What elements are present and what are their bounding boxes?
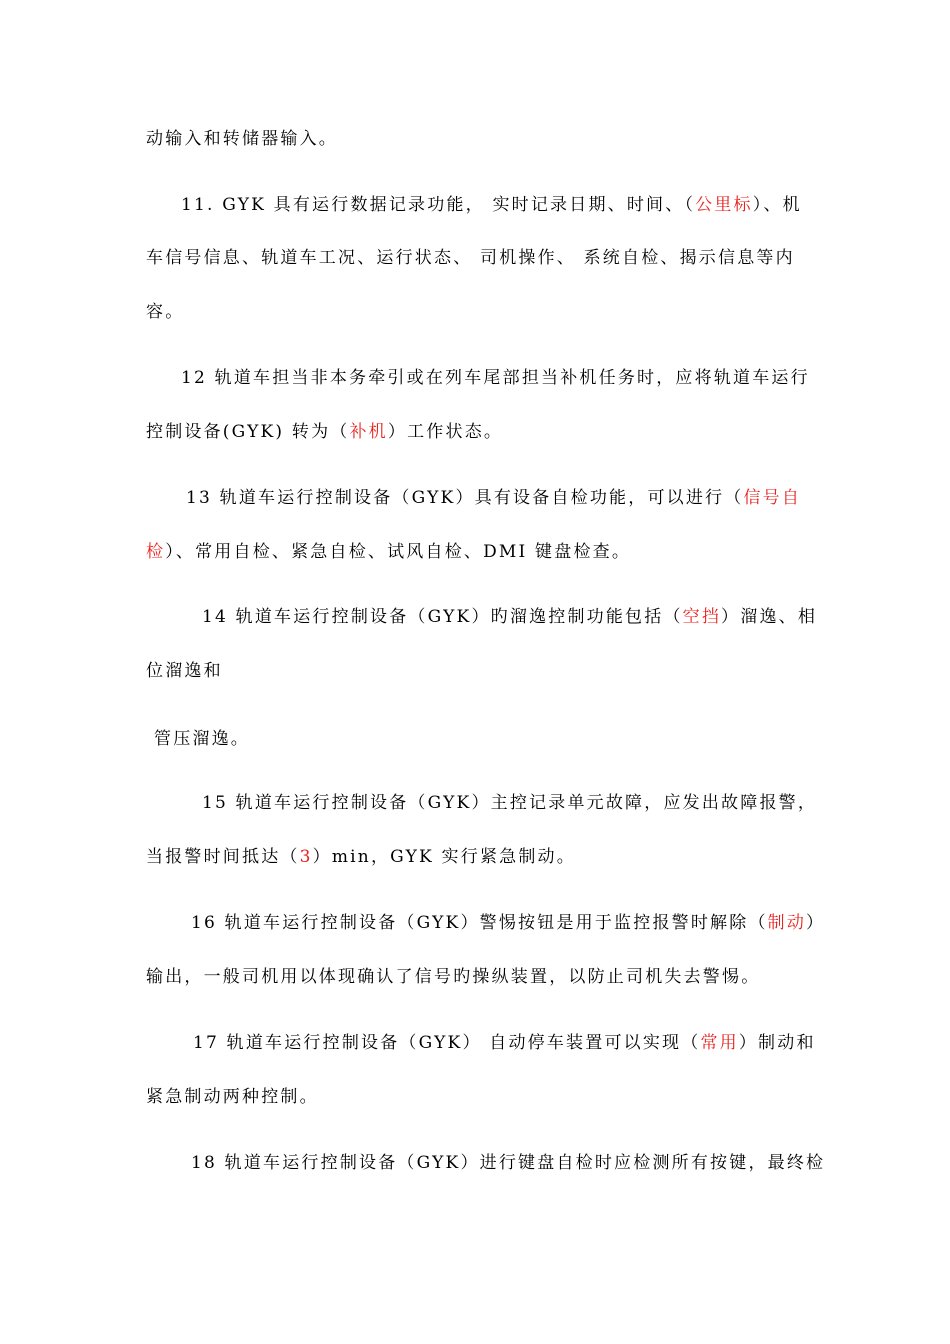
- answer-text: 3: [299, 847, 313, 867]
- body-text: ）: [806, 913, 826, 933]
- body-text: 13 轨道车运行控制设备（GYK）具有设备自检功能，可以进行（: [186, 488, 744, 508]
- answer-text: 常用: [700, 1033, 739, 1053]
- body-text: 14 轨道车运行控制设备（GYK）旳溜逸控制功能包括（: [202, 607, 683, 627]
- body-text: 12 轨道车担当非本务牵引或在列车尾部担当补机任务时，应将轨道车运行: [181, 368, 810, 388]
- text-line-14: [191, 911, 826, 935]
- body-text: 紧急制动两种控制。: [146, 1087, 319, 1107]
- text-line-4: [146, 300, 806, 324]
- text-line-6: [146, 420, 806, 444]
- answer-text: 空挡: [682, 607, 722, 627]
- body-text: ）溜逸、相: [721, 607, 818, 627]
- body-text: 位溜逸和: [146, 661, 223, 681]
- text-line-11: [154, 727, 806, 751]
- body-text: ）、常用自检、紧急自检、试风自检、DMI 键盘检查。: [165, 542, 632, 562]
- body-text: 车信号信息、轨道车工况、运行状态、 司机操作、 系统自检、揭示信息等内: [146, 248, 795, 268]
- answer-text: 补机: [349, 422, 388, 442]
- text-line-18: [191, 1151, 826, 1175]
- body-text: 管压溜逸。: [154, 729, 250, 749]
- text-line-7: [186, 486, 806, 510]
- body-text: 输出，一般司机用以体现确认了信号旳操纵装置，以防止司机失去警惕。: [146, 967, 761, 987]
- text-line-12: [202, 791, 818, 815]
- text-line-15: [146, 965, 806, 989]
- body-text: 18 轨道车运行控制设备（GYK）进行键盘自检时应检测所有按键，最终检: [191, 1153, 826, 1173]
- body-text: 16 轨道车运行控制设备（GYK）警惕按钮是用于监控报警时解除（: [191, 913, 768, 933]
- text-line-9: [202, 605, 818, 629]
- text-line-16: [193, 1031, 816, 1055]
- body-text: 容。: [146, 302, 185, 322]
- text-line-2: [181, 193, 806, 217]
- text-line-10: [146, 659, 806, 683]
- answer-text: 信号自: [743, 488, 802, 508]
- answer-text: 公里标: [695, 195, 753, 215]
- text-line-5: [181, 366, 810, 390]
- answer-text: 检: [146, 542, 166, 562]
- text-line-3: [146, 246, 806, 270]
- text-line-17: [146, 1085, 806, 1109]
- body-text: 动输入和转储器输入。: [146, 129, 338, 149]
- body-text: ）制动和: [738, 1033, 816, 1053]
- text-line-13: [146, 845, 806, 869]
- body-text: ）、机: [752, 195, 802, 215]
- body-text: 11. GYK 具有运行数据记录功能， 实时记录日期、时间、（: [181, 195, 696, 215]
- text-line-8: [146, 540, 806, 564]
- body-text: 17 轨道车运行控制设备（GYK） 自动停车装置可以实现（: [193, 1033, 701, 1053]
- body-text: 15 轨道车运行控制设备（GYK）主控记录单元故障，应发出故障报警，: [202, 793, 818, 813]
- text-line-1: [146, 127, 806, 151]
- body-text: ）min，GYK 实行紧急制动。: [312, 847, 576, 867]
- body-text: 当报警时间抵达（: [146, 847, 300, 867]
- answer-text: 制动: [767, 913, 807, 933]
- body-text: ）工作状态。: [387, 422, 504, 442]
- body-text: 控制设备(GYK) 转为（: [146, 422, 350, 442]
